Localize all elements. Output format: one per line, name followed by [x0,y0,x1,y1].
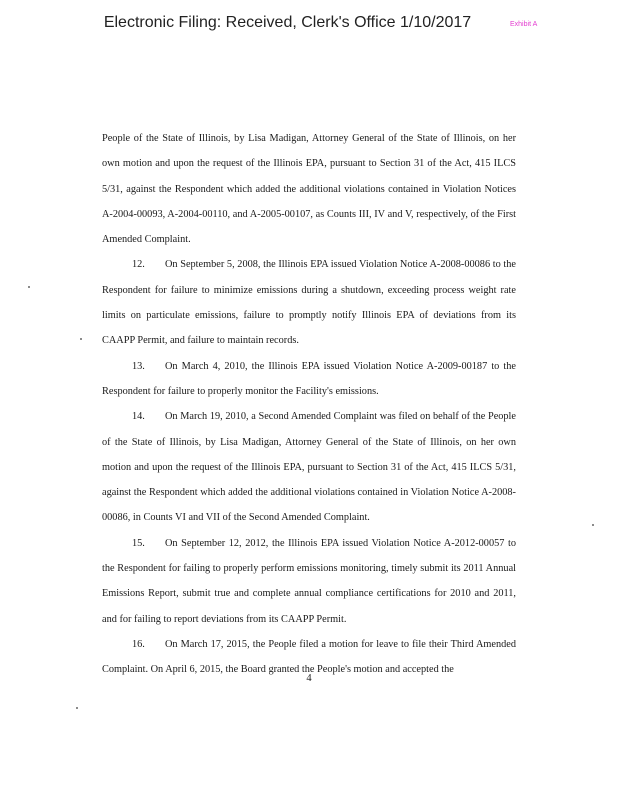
paragraph-text: On March 4, 2010, the Illinois EPA issued Violation Notice A-2009-00187 to the Respondent for failure to properly monitor the Facility's emissions. [102,360,516,397]
filing-stamp: Electronic Filing: Received, Clerk's Office 1/10/2017 [103,14,472,31]
paragraph-12 [102,252,516,353]
scan-speck [76,707,78,709]
paragraph-number: 15. [132,537,145,549]
paragraph-text: On September 12, 2012, the Illinois EPA issued Violation Notice A-2012-00057 to the Respondent for failing to properly perform emissions monitoring, timely submit its 2011 Annual Emissions Report, submit true and complete annual compliance certifications for 2010 and 2011, and for failing to report deviations from its CAAPP Permit. [102,537,516,625]
exhibit-label: Exhibit A [510,21,538,28]
paragraph-13 [102,354,516,405]
paragraph-number: 14. [132,411,145,423]
paragraph-15 [102,531,516,632]
paragraph-number: 16. [132,638,145,650]
page-number: 4 [306,673,312,684]
scan-speck [80,338,82,340]
scan-speck [28,286,30,288]
paragraph-number: 12. [132,259,145,271]
continuation-paragraph: People of the State of Illinois, by Lisa Madigan, Attorney General of the State of Illinois, on her own motion and upon the request of the Illinois EPA, pursuant to Section 31 of the Act, 415 ILCS 5/31, against the Respondent which added the additional violations contained in Violation Notices A-2004-00093, A-2004-00110, and A-2005-00107, as Counts III, IV and V, respectively, of the First Amended Complaint. [102,133,516,246]
paragraph-number: 13. [132,360,145,372]
paragraph-text: On March 17, 2015, the People filed a motion for leave to file their Third Amended Complaint. On April 6, 2015, the Board granted the People's motion and accepted the [102,638,516,676]
paragraph-14 [102,404,516,530]
scan-speck [592,524,594,526]
document-body [102,126,516,683]
paragraph-text: On September 5, 2008, the Illinois EPA issued Violation Notice A-2008-00086 to the Respondent for failure to minimize emissions during a shutdown, exceeding process weight rate limits on particulate emissions, failure to promptly notify Illinois EPA of deviations from its CAAPP Permit, and failure to maintain records. [102,259,516,347]
paragraph-text: On March 19, 2010, a Second Amended Complaint was filed on behalf of the People of the State of Illinois, by Lisa Madigan, Attorney General of the State of Illinois, on her own motion and upon the request of the Illinois EPA, pursuant to Section 31 of the Act, 415 ILCS 5/31, against the Respondent which added the additional violations contained in Violation Notice A-2008-00086, in Counts VI and VII of the Second Amended Complaint. [102,411,516,524]
